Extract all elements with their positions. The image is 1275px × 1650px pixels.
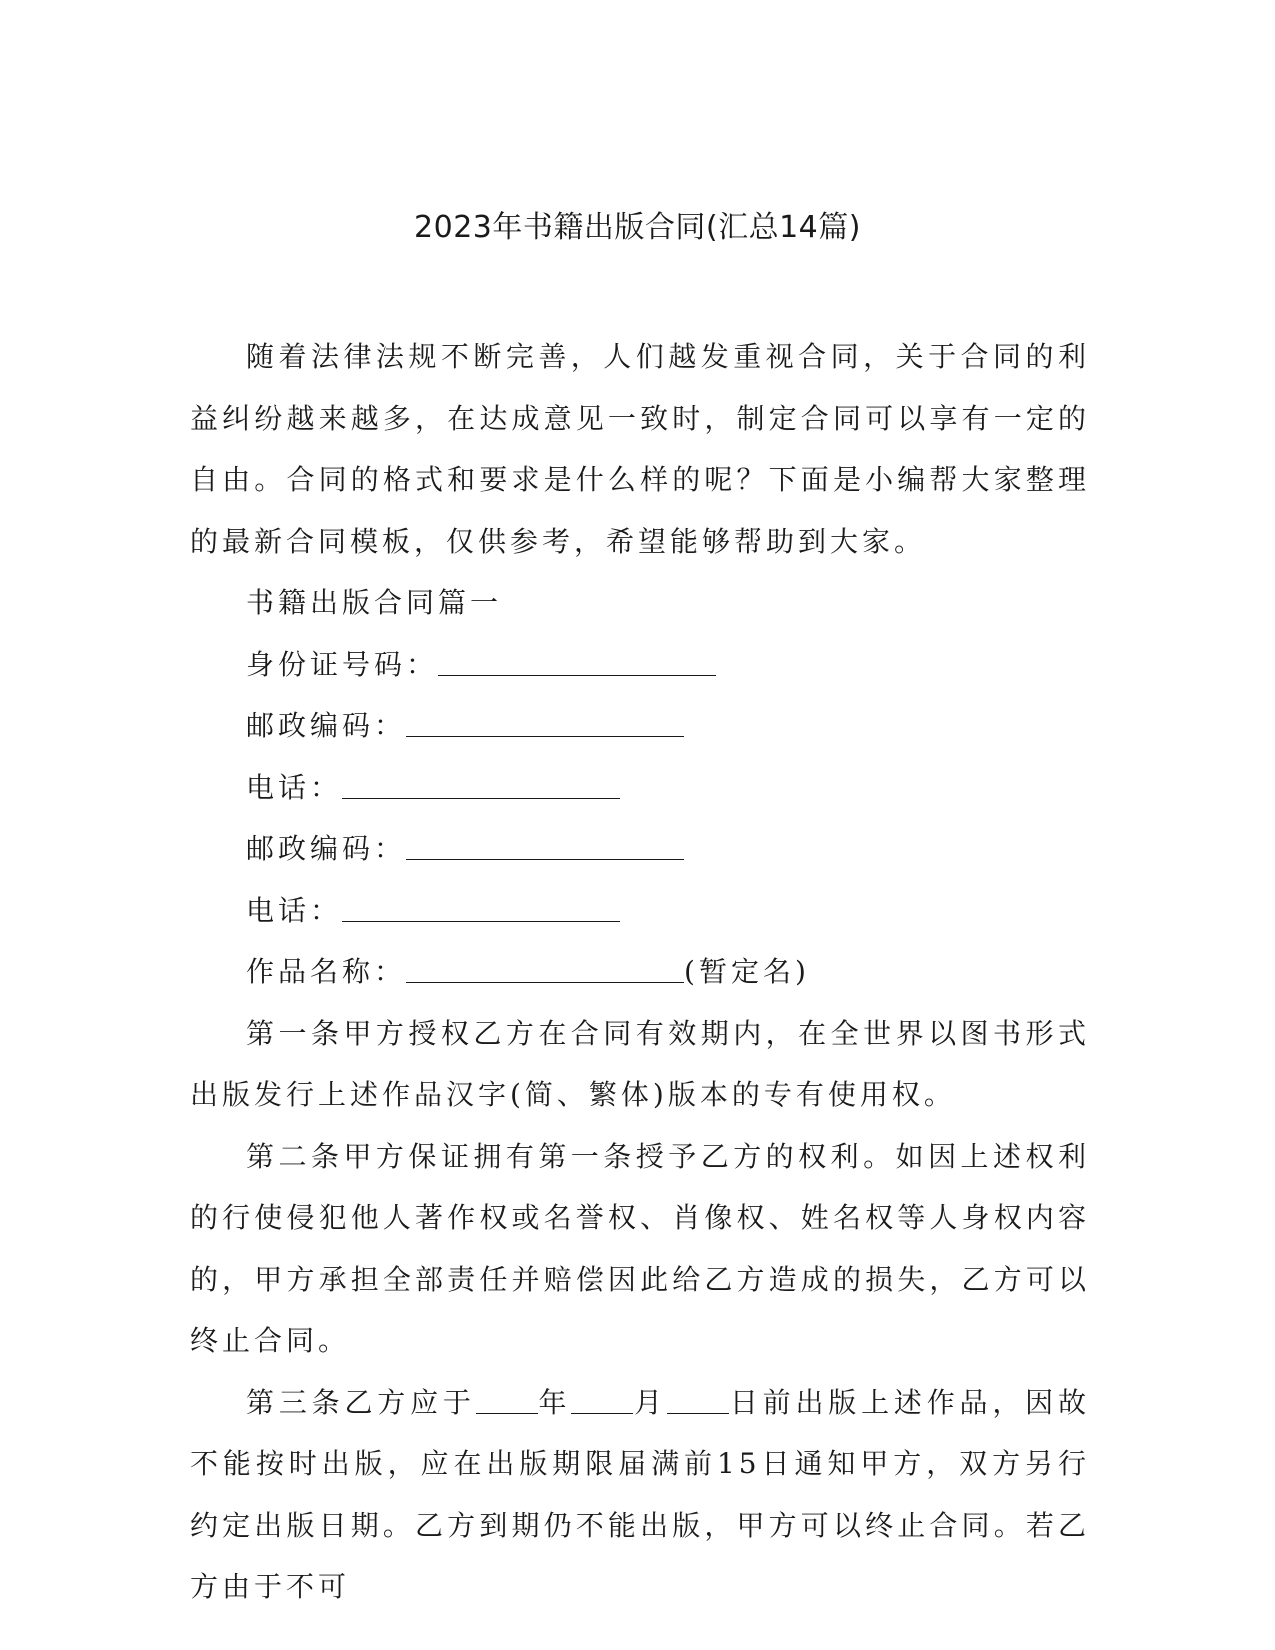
month-label: 月 — [633, 1385, 667, 1419]
document-title: 2023年书籍出版合同(汇总14篇) — [414, 210, 861, 245]
field-suffix: (暂定名) — [684, 955, 810, 988]
blank-month — [571, 1385, 633, 1414]
field-work-title — [190, 941, 1090, 1003]
section-heading: 书籍出版合同篇一 — [246, 586, 503, 619]
blank-line — [342, 893, 620, 922]
article-3-paragraph — [190, 1372, 1090, 1618]
blank-line — [438, 647, 716, 676]
blank-line — [406, 954, 684, 983]
field-label: 身份证号码： — [246, 647, 439, 681]
year-label: 年 — [537, 1385, 572, 1419]
article-3-prefix: 第三条乙方应于 — [246, 1385, 476, 1419]
field-label: 邮政编码： — [246, 832, 407, 865]
field-phone-2 — [190, 880, 1090, 942]
article-3-rest: 日前出版上述作品，因故不能按时出版，应在出版期限届满前15日通知甲方，双方另行约定出版日期。乙方到期仍不能出版，甲方可以终止合同。若乙方由于不可 — [190, 1385, 1090, 1603]
blank-line — [406, 708, 684, 737]
blank-line — [406, 831, 684, 860]
blank-line — [342, 770, 620, 799]
field-label: 电话： — [246, 893, 343, 927]
field-label: 作品名称： — [246, 955, 407, 988]
field-label: 邮政编码： — [246, 709, 407, 742]
intro-paragraph: 随着法律法规不断完善，人们越发重视合同，关于合同的利益纠纷越来越多，在达成意见一致时，制定合同可以享有一定的自由。合同的格式和要求是什么样的呢？下面是小编帮大家整理的最新合同模板，仅供参考，希望能够帮助到大家。 — [190, 340, 1090, 558]
article-1-paragraph: 第一条甲方授权乙方在合同有效期内，在全世界以图书形式出版发行上述作品汉字(简、繁体)版本的专有使用权。 — [190, 1016, 1090, 1111]
blank-year — [476, 1385, 538, 1414]
field-phone-1 — [190, 757, 1090, 819]
field-label: 电话： — [246, 770, 343, 804]
field-id-number — [190, 634, 1090, 696]
field-postal-code-1 — [190, 695, 1090, 757]
field-postal-code-2 — [190, 818, 1090, 880]
blank-day — [667, 1385, 729, 1414]
document-body — [190, 326, 1090, 1618]
article-2-paragraph: 第二条甲方保证拥有第一条授予乙方的权利。如因上述权利的行使侵犯他人著作权或名誉权、肖像权、姓名权等人身权内容的，甲方承担全部责任并赔偿因此给乙方造成的损失，乙方可以终止合同。 — [190, 1139, 1090, 1357]
